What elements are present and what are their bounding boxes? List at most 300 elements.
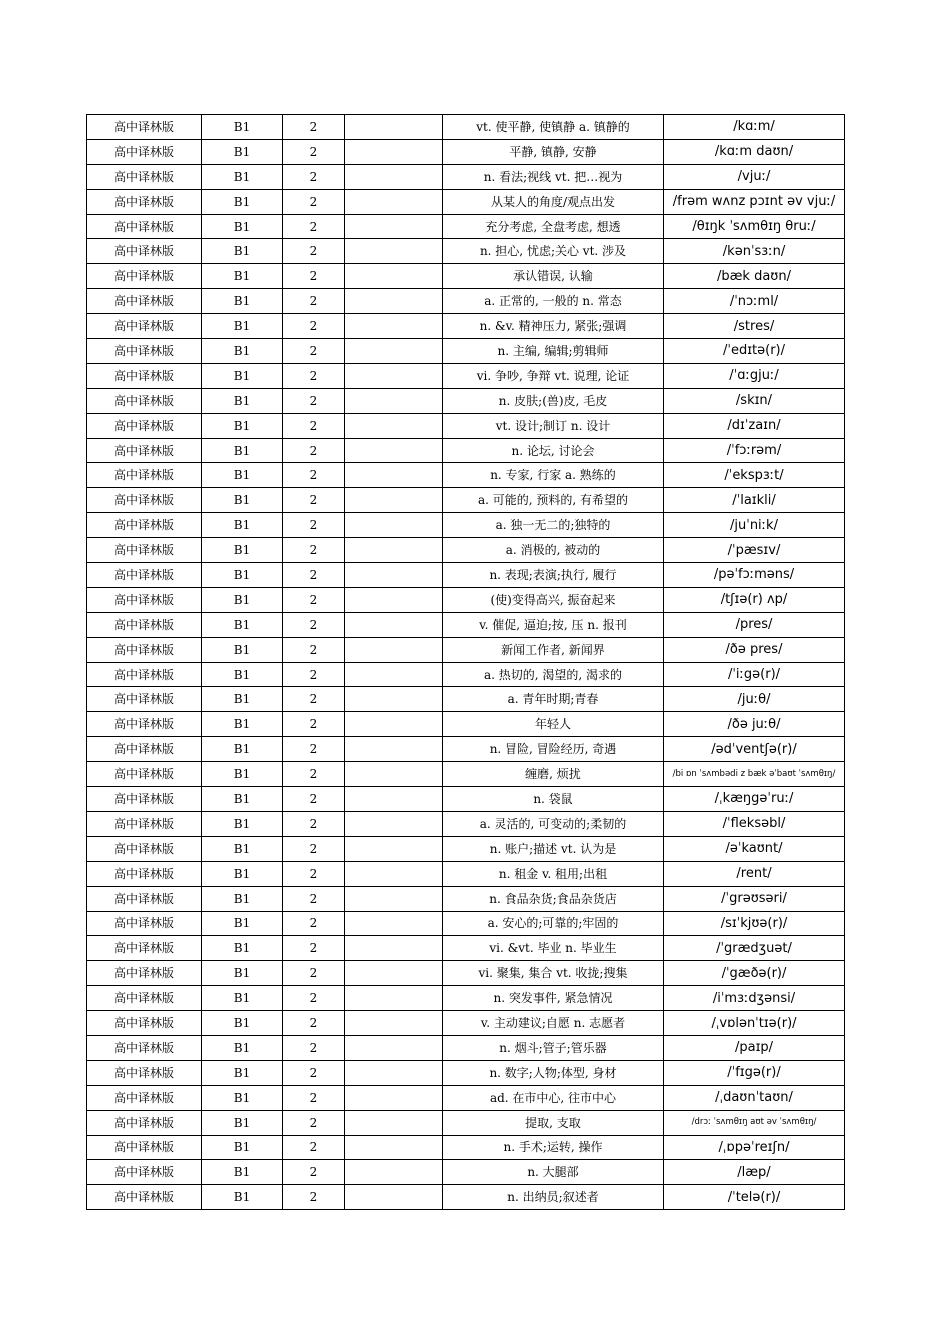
level-cell: B1 bbox=[202, 1185, 283, 1210]
source-cell: 高中译林版 bbox=[87, 139, 202, 164]
table-row bbox=[87, 936, 845, 961]
phonetic-cell: /kɑːm/ bbox=[664, 115, 845, 140]
word-cell bbox=[345, 1110, 443, 1135]
table-row bbox=[87, 189, 845, 214]
word-cell bbox=[345, 115, 443, 140]
table-row bbox=[87, 1085, 845, 1110]
table-row bbox=[87, 388, 845, 413]
table-row bbox=[87, 339, 845, 364]
unit-cell: 2 bbox=[283, 289, 345, 314]
definition-cell: 年轻人 bbox=[443, 712, 664, 737]
level-cell: B1 bbox=[202, 836, 283, 861]
unit-cell: 2 bbox=[283, 1110, 345, 1135]
source-cell: 高中译林版 bbox=[87, 587, 202, 612]
definition-cell: a. 消极的, 被动的 bbox=[443, 538, 664, 563]
definition-cell: n. 出纳员;叙述者 bbox=[443, 1185, 664, 1210]
source-cell: 高中译林版 bbox=[87, 164, 202, 189]
table-row bbox=[87, 164, 845, 189]
unit-cell: 2 bbox=[283, 438, 345, 463]
source-cell: 高中译林版 bbox=[87, 861, 202, 886]
unit-cell: 2 bbox=[283, 488, 345, 513]
phonetic-cell: /iˈmɜːdʒənsi/ bbox=[664, 986, 845, 1011]
unit-cell: 2 bbox=[283, 886, 345, 911]
phonetic-cell: /ˈnɔːml/ bbox=[664, 289, 845, 314]
source-cell: 高中译林版 bbox=[87, 612, 202, 637]
source-cell: 高中译林版 bbox=[87, 488, 202, 513]
source-cell: 高中译林版 bbox=[87, 1060, 202, 1085]
table-row bbox=[87, 587, 845, 612]
phonetic-cell: /ˌkæŋgəˈruː/ bbox=[664, 787, 845, 812]
word-cell bbox=[345, 762, 443, 787]
unit-cell: 2 bbox=[283, 587, 345, 612]
phonetic-cell: /pres/ bbox=[664, 612, 845, 637]
level-cell: B1 bbox=[202, 986, 283, 1011]
phonetic-cell: /ðə pres/ bbox=[664, 637, 845, 662]
definition-cell: vt. 使平静, 使镇静 a. 镇静的 bbox=[443, 115, 664, 140]
word-cell bbox=[345, 314, 443, 339]
source-cell: 高中译林版 bbox=[87, 264, 202, 289]
table-row bbox=[87, 1110, 845, 1135]
word-cell bbox=[345, 189, 443, 214]
definition-cell: n. 烟斗;管子;管乐器 bbox=[443, 1035, 664, 1060]
definition-cell: n. 袋鼠 bbox=[443, 787, 664, 812]
phonetic-cell: /ˈekspɜːt/ bbox=[664, 463, 845, 488]
level-cell: B1 bbox=[202, 637, 283, 662]
definition-cell: a. 热切的, 渴望的, 渴求的 bbox=[443, 662, 664, 687]
table-row bbox=[87, 762, 845, 787]
unit-cell: 2 bbox=[283, 1085, 345, 1110]
phonetic-cell: /tʃɪə(r) ʌp/ bbox=[664, 587, 845, 612]
word-cell bbox=[345, 339, 443, 364]
unit-cell: 2 bbox=[283, 538, 345, 563]
table-row bbox=[87, 139, 845, 164]
definition-cell: n. 数字;人物;体型, 身材 bbox=[443, 1060, 664, 1085]
definition-cell: n. 看法;视线 vt. 把…视为 bbox=[443, 164, 664, 189]
unit-cell: 2 bbox=[283, 712, 345, 737]
source-cell: 高中译林版 bbox=[87, 787, 202, 812]
definition-cell: a. 青年时期;青春 bbox=[443, 687, 664, 712]
source-cell: 高中译林版 bbox=[87, 339, 202, 364]
word-cell bbox=[345, 986, 443, 1011]
word-cell bbox=[345, 563, 443, 588]
phonetic-cell: /ˈlaɪkli/ bbox=[664, 488, 845, 513]
definition-cell: n. 食品杂货;食品杂货店 bbox=[443, 886, 664, 911]
word-cell bbox=[345, 861, 443, 886]
unit-cell: 2 bbox=[283, 986, 345, 1011]
source-cell: 高中译林版 bbox=[87, 214, 202, 239]
level-cell: B1 bbox=[202, 239, 283, 264]
phonetic-cell: /skɪn/ bbox=[664, 388, 845, 413]
unit-cell: 2 bbox=[283, 861, 345, 886]
word-cell bbox=[345, 687, 443, 712]
phonetic-cell: /ˌdaʊnˈtaʊn/ bbox=[664, 1085, 845, 1110]
table-row bbox=[87, 1060, 845, 1085]
phonetic-cell: /kənˈsɜːn/ bbox=[664, 239, 845, 264]
level-cell: B1 bbox=[202, 388, 283, 413]
unit-cell: 2 bbox=[283, 189, 345, 214]
vocabulary-table bbox=[86, 114, 845, 1210]
definition-cell: vi. 争吵, 争辩 vt. 说理, 论证 bbox=[443, 363, 664, 388]
phonetic-cell: /ˌvɒlənˈtɪə(r)/ bbox=[664, 1011, 845, 1036]
level-cell: B1 bbox=[202, 1085, 283, 1110]
table-row bbox=[87, 787, 845, 812]
level-cell: B1 bbox=[202, 463, 283, 488]
phonetic-cell: /stres/ bbox=[664, 314, 845, 339]
table-row bbox=[87, 712, 845, 737]
source-cell: 高中译林版 bbox=[87, 662, 202, 687]
word-cell bbox=[345, 513, 443, 538]
source-cell: 高中译林版 bbox=[87, 1110, 202, 1135]
phonetic-cell: /ˈedɪtə(r)/ bbox=[664, 339, 845, 364]
level-cell: B1 bbox=[202, 214, 283, 239]
unit-cell: 2 bbox=[283, 413, 345, 438]
word-cell bbox=[345, 488, 443, 513]
phonetic-cell: /ˈgæðə(r)/ bbox=[664, 961, 845, 986]
phonetic-cell: /juːθ/ bbox=[664, 687, 845, 712]
definition-cell: n. 专家, 行家 a. 熟练的 bbox=[443, 463, 664, 488]
level-cell: B1 bbox=[202, 139, 283, 164]
source-cell: 高中译林版 bbox=[87, 737, 202, 762]
source-cell: 高中译林版 bbox=[87, 836, 202, 861]
unit-cell: 2 bbox=[283, 662, 345, 687]
unit-cell: 2 bbox=[283, 314, 345, 339]
phonetic-cell: /juˈniːk/ bbox=[664, 513, 845, 538]
word-cell bbox=[345, 1035, 443, 1060]
word-cell bbox=[345, 587, 443, 612]
unit-cell: 2 bbox=[283, 363, 345, 388]
word-cell bbox=[345, 811, 443, 836]
phonetic-cell: /θɪŋk ˈsʌmθɪŋ θruː/ bbox=[664, 214, 845, 239]
phonetic-cell: /pəˈfɔːməns/ bbox=[664, 563, 845, 588]
source-cell: 高中译林版 bbox=[87, 986, 202, 1011]
unit-cell: 2 bbox=[283, 1135, 345, 1160]
table-row bbox=[87, 637, 845, 662]
table-row bbox=[87, 1160, 845, 1185]
phonetic-cell: /ədˈventʃə(r)/ bbox=[664, 737, 845, 762]
definition-cell: vt. 设计;制订 n. 设计 bbox=[443, 413, 664, 438]
word-cell bbox=[345, 886, 443, 911]
table-row bbox=[87, 811, 845, 836]
unit-cell: 2 bbox=[283, 1160, 345, 1185]
unit-cell: 2 bbox=[283, 115, 345, 140]
phonetic-cell: /paɪp/ bbox=[664, 1035, 845, 1060]
level-cell: B1 bbox=[202, 737, 283, 762]
word-cell bbox=[345, 787, 443, 812]
table-row bbox=[87, 1135, 845, 1160]
level-cell: B1 bbox=[202, 563, 283, 588]
word-cell bbox=[345, 712, 443, 737]
unit-cell: 2 bbox=[283, 687, 345, 712]
definition-cell: n. 突发事件, 紧急情况 bbox=[443, 986, 664, 1011]
definition-cell: vi. 聚集, 集合 vt. 收拢;搜集 bbox=[443, 961, 664, 986]
source-cell: 高中译林版 bbox=[87, 1035, 202, 1060]
phonetic-cell: /bæk daʊn/ bbox=[664, 264, 845, 289]
level-cell: B1 bbox=[202, 587, 283, 612]
table-row bbox=[87, 612, 845, 637]
source-cell: 高中译林版 bbox=[87, 811, 202, 836]
table-row bbox=[87, 886, 845, 911]
word-cell bbox=[345, 538, 443, 563]
unit-cell: 2 bbox=[283, 339, 345, 364]
phonetic-cell: /əˈkaʊnt/ bbox=[664, 836, 845, 861]
table-row bbox=[87, 538, 845, 563]
table-row bbox=[87, 488, 845, 513]
definition-cell: n. 冒险, 冒险经历, 奇遇 bbox=[443, 737, 664, 762]
table-row bbox=[87, 1035, 845, 1060]
word-cell bbox=[345, 214, 443, 239]
table-row bbox=[87, 214, 845, 239]
phonetic-cell: /ˈgrəʊsəri/ bbox=[664, 886, 845, 911]
unit-cell: 2 bbox=[283, 164, 345, 189]
source-cell: 高中译林版 bbox=[87, 1185, 202, 1210]
word-cell bbox=[345, 289, 443, 314]
phonetic-cell: /rent/ bbox=[664, 861, 845, 886]
source-cell: 高中译林版 bbox=[87, 936, 202, 961]
level-cell: B1 bbox=[202, 687, 283, 712]
definition-cell: n. 担心, 忧虑;关心 vt. 涉及 bbox=[443, 239, 664, 264]
source-cell: 高中译林版 bbox=[87, 762, 202, 787]
level-cell: B1 bbox=[202, 1135, 283, 1160]
phonetic-cell: /ˈpæsɪv/ bbox=[664, 538, 845, 563]
source-cell: 高中译林版 bbox=[87, 687, 202, 712]
definition-cell: a. 可能的, 预料的, 有希望的 bbox=[443, 488, 664, 513]
source-cell: 高中译林版 bbox=[87, 886, 202, 911]
source-cell: 高中译林版 bbox=[87, 463, 202, 488]
definition-cell: ad. 在市中心, 往市中心 bbox=[443, 1085, 664, 1110]
word-cell bbox=[345, 936, 443, 961]
definition-cell: n. 账户;描述 vt. 认为是 bbox=[443, 836, 664, 861]
definition-cell: a. 灵活的, 可变动的;柔韧的 bbox=[443, 811, 664, 836]
definition-cell: n. 主编, 编辑;剪辑师 bbox=[443, 339, 664, 364]
level-cell: B1 bbox=[202, 488, 283, 513]
unit-cell: 2 bbox=[283, 214, 345, 239]
level-cell: B1 bbox=[202, 115, 283, 140]
phonetic-cell: /ˈiːgə(r)/ bbox=[664, 662, 845, 687]
definition-cell: a. 独一无二的;独特的 bbox=[443, 513, 664, 538]
level-cell: B1 bbox=[202, 612, 283, 637]
definition-cell: 充分考虑, 全盘考虑, 想透 bbox=[443, 214, 664, 239]
table-row bbox=[87, 662, 845, 687]
phonetic-cell: /dɪˈzaɪn/ bbox=[664, 413, 845, 438]
level-cell: B1 bbox=[202, 936, 283, 961]
definition-cell: vi. &vt. 毕业 n. 毕业生 bbox=[443, 936, 664, 961]
level-cell: B1 bbox=[202, 1110, 283, 1135]
table-row bbox=[87, 115, 845, 140]
table-row bbox=[87, 513, 845, 538]
level-cell: B1 bbox=[202, 189, 283, 214]
unit-cell: 2 bbox=[283, 1011, 345, 1036]
source-cell: 高中译林版 bbox=[87, 513, 202, 538]
table-row bbox=[87, 961, 845, 986]
word-cell bbox=[345, 836, 443, 861]
phonetic-cell: /vjuː/ bbox=[664, 164, 845, 189]
definition-cell: a. 安心的;可靠的;牢固的 bbox=[443, 911, 664, 936]
level-cell: B1 bbox=[202, 861, 283, 886]
unit-cell: 2 bbox=[283, 612, 345, 637]
level-cell: B1 bbox=[202, 339, 283, 364]
definition-cell: 新闻工作者, 新闻界 bbox=[443, 637, 664, 662]
phonetic-cell: /ˈfɔːrəm/ bbox=[664, 438, 845, 463]
table-row bbox=[87, 986, 845, 1011]
level-cell: B1 bbox=[202, 264, 283, 289]
level-cell: B1 bbox=[202, 363, 283, 388]
definition-cell: v. 主动建议;自愿 n. 志愿者 bbox=[443, 1011, 664, 1036]
unit-cell: 2 bbox=[283, 463, 345, 488]
source-cell: 高中译林版 bbox=[87, 413, 202, 438]
word-cell bbox=[345, 463, 443, 488]
word-cell bbox=[345, 438, 443, 463]
unit-cell: 2 bbox=[283, 836, 345, 861]
unit-cell: 2 bbox=[283, 1185, 345, 1210]
word-cell bbox=[345, 737, 443, 762]
source-cell: 高中译林版 bbox=[87, 1011, 202, 1036]
phonetic-cell: /ðə juːθ/ bbox=[664, 712, 845, 737]
unit-cell: 2 bbox=[283, 737, 345, 762]
level-cell: B1 bbox=[202, 886, 283, 911]
word-cell bbox=[345, 1160, 443, 1185]
source-cell: 高中译林版 bbox=[87, 637, 202, 662]
unit-cell: 2 bbox=[283, 762, 345, 787]
unit-cell: 2 bbox=[283, 911, 345, 936]
word-cell bbox=[345, 139, 443, 164]
phonetic-cell: /ˌɒpəˈreɪʃn/ bbox=[664, 1135, 845, 1160]
level-cell: B1 bbox=[202, 1160, 283, 1185]
phonetic-cell: /kɑːm daʊn/ bbox=[664, 139, 845, 164]
word-cell bbox=[345, 363, 443, 388]
definition-cell: n. 表现;表演;执行, 履行 bbox=[443, 563, 664, 588]
word-cell bbox=[345, 612, 443, 637]
phonetic-cell: /ˈfɪgə(r)/ bbox=[664, 1060, 845, 1085]
level-cell: B1 bbox=[202, 662, 283, 687]
definition-cell: 提取, 支取 bbox=[443, 1110, 664, 1135]
level-cell: B1 bbox=[202, 787, 283, 812]
word-cell bbox=[345, 164, 443, 189]
source-cell: 高中译林版 bbox=[87, 538, 202, 563]
word-cell bbox=[345, 961, 443, 986]
source-cell: 高中译林版 bbox=[87, 115, 202, 140]
word-cell bbox=[345, 1135, 443, 1160]
word-cell bbox=[345, 637, 443, 662]
level-cell: B1 bbox=[202, 712, 283, 737]
phonetic-cell: /ˈɑːgjuː/ bbox=[664, 363, 845, 388]
definition-cell: 从某人的角度/观点出发 bbox=[443, 189, 664, 214]
phonetic-cell: /læp/ bbox=[664, 1160, 845, 1185]
table-row bbox=[87, 264, 845, 289]
table-row bbox=[87, 861, 845, 886]
word-cell bbox=[345, 1185, 443, 1210]
unit-cell: 2 bbox=[283, 936, 345, 961]
source-cell: 高中译林版 bbox=[87, 239, 202, 264]
definition-cell: n. 大腿部 bbox=[443, 1160, 664, 1185]
definition-cell: n. 租金 v. 租用;出租 bbox=[443, 861, 664, 886]
table-row bbox=[87, 563, 845, 588]
definition-cell: a. 正常的, 一般的 n. 常态 bbox=[443, 289, 664, 314]
table-row bbox=[87, 687, 845, 712]
unit-cell: 2 bbox=[283, 1035, 345, 1060]
phonetic-cell: /ˈgrædʒuət/ bbox=[664, 936, 845, 961]
unit-cell: 2 bbox=[283, 1060, 345, 1085]
unit-cell: 2 bbox=[283, 563, 345, 588]
phonetic-cell: /bi ɒn ˈsʌmbədi z bæk əˈbaʊt ˈsʌmθɪŋ/ bbox=[664, 762, 845, 787]
table-row bbox=[87, 1011, 845, 1036]
level-cell: B1 bbox=[202, 289, 283, 314]
table-row bbox=[87, 463, 845, 488]
word-cell bbox=[345, 1060, 443, 1085]
level-cell: B1 bbox=[202, 538, 283, 563]
definition-cell: 承认错误, 认输 bbox=[443, 264, 664, 289]
word-cell bbox=[345, 662, 443, 687]
level-cell: B1 bbox=[202, 811, 283, 836]
level-cell: B1 bbox=[202, 513, 283, 538]
definition-cell: n. 皮肤;(兽)皮, 毛皮 bbox=[443, 388, 664, 413]
table-row bbox=[87, 836, 845, 861]
word-cell bbox=[345, 388, 443, 413]
unit-cell: 2 bbox=[283, 637, 345, 662]
level-cell: B1 bbox=[202, 314, 283, 339]
phonetic-cell: /sɪˈkjʊə(r)/ bbox=[664, 911, 845, 936]
source-cell: 高中译林版 bbox=[87, 363, 202, 388]
table-row bbox=[87, 1185, 845, 1210]
level-cell: B1 bbox=[202, 762, 283, 787]
unit-cell: 2 bbox=[283, 264, 345, 289]
unit-cell: 2 bbox=[283, 811, 345, 836]
word-cell bbox=[345, 911, 443, 936]
word-cell bbox=[345, 413, 443, 438]
definition-cell: n. &v. 精神压力, 紧张;强调 bbox=[443, 314, 664, 339]
unit-cell: 2 bbox=[283, 139, 345, 164]
source-cell: 高中译林版 bbox=[87, 1085, 202, 1110]
unit-cell: 2 bbox=[283, 787, 345, 812]
source-cell: 高中译林版 bbox=[87, 189, 202, 214]
table-row bbox=[87, 438, 845, 463]
unit-cell: 2 bbox=[283, 388, 345, 413]
source-cell: 高中译林版 bbox=[87, 438, 202, 463]
unit-cell: 2 bbox=[283, 239, 345, 264]
table-row bbox=[87, 911, 845, 936]
source-cell: 高中译林版 bbox=[87, 961, 202, 986]
word-cell bbox=[345, 1085, 443, 1110]
word-cell bbox=[345, 1011, 443, 1036]
source-cell: 高中译林版 bbox=[87, 289, 202, 314]
source-cell: 高中译林版 bbox=[87, 911, 202, 936]
phonetic-cell: /frəm wʌnz pɔɪnt əv vjuː/ bbox=[664, 189, 845, 214]
phonetic-cell: /ˈtelə(r)/ bbox=[664, 1185, 845, 1210]
level-cell: B1 bbox=[202, 911, 283, 936]
definition-cell: 平静, 镇静, 安静 bbox=[443, 139, 664, 164]
level-cell: B1 bbox=[202, 1011, 283, 1036]
unit-cell: 2 bbox=[283, 513, 345, 538]
unit-cell: 2 bbox=[283, 961, 345, 986]
level-cell: B1 bbox=[202, 961, 283, 986]
definition-cell: n. 手术;运转, 操作 bbox=[443, 1135, 664, 1160]
level-cell: B1 bbox=[202, 438, 283, 463]
phonetic-cell: /ˈfleksəbl/ bbox=[664, 811, 845, 836]
phonetic-cell: /drɔː ˈsʌmθɪŋ aʊt əv ˈsʌmθɪŋ/ bbox=[664, 1110, 845, 1135]
table-row bbox=[87, 314, 845, 339]
word-cell bbox=[345, 264, 443, 289]
source-cell: 高中译林版 bbox=[87, 563, 202, 588]
source-cell: 高中译林版 bbox=[87, 388, 202, 413]
source-cell: 高中译林版 bbox=[87, 1135, 202, 1160]
source-cell: 高中译林版 bbox=[87, 314, 202, 339]
level-cell: B1 bbox=[202, 164, 283, 189]
table-row bbox=[87, 239, 845, 264]
vocabulary-rows bbox=[87, 115, 845, 1210]
level-cell: B1 bbox=[202, 1060, 283, 1085]
level-cell: B1 bbox=[202, 413, 283, 438]
table-row bbox=[87, 737, 845, 762]
source-cell: 高中译林版 bbox=[87, 1160, 202, 1185]
